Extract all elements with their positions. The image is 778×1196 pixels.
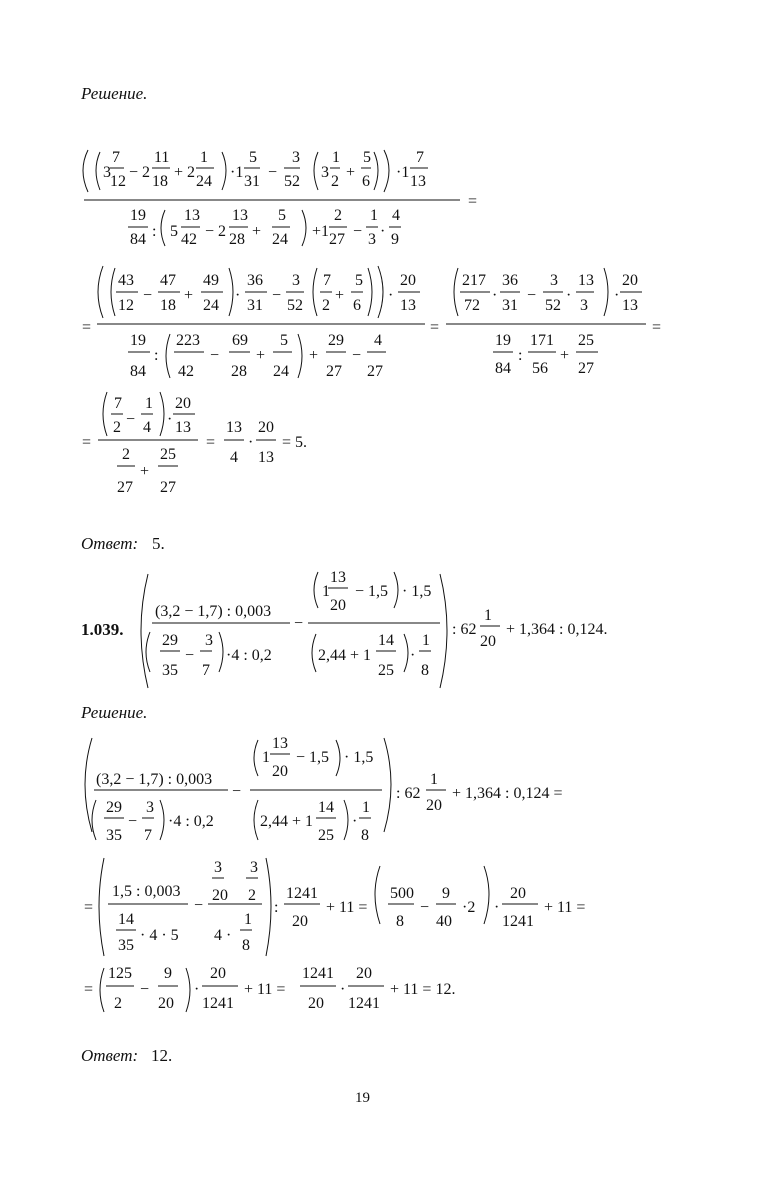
svg-text:3: 3 <box>292 272 300 289</box>
svg-text:2: 2 <box>122 446 130 463</box>
svg-text:20: 20 <box>175 395 191 412</box>
svg-text:1241: 1241 <box>286 885 318 902</box>
svg-text:125: 125 <box>108 965 132 982</box>
svg-text:7: 7 <box>144 827 152 844</box>
svg-text:−: − <box>128 813 138 830</box>
svg-text:35: 35 <box>118 937 134 954</box>
svg-text:· 4 · 5: · 4 · 5 <box>140 927 179 944</box>
svg-text:28: 28 <box>231 363 247 380</box>
svg-text:25: 25 <box>318 827 334 844</box>
svg-text:+: + <box>560 347 570 364</box>
svg-text:2: 2 <box>334 207 342 224</box>
svg-text:24: 24 <box>196 173 212 190</box>
svg-text:+: + <box>184 287 194 304</box>
svg-text:47: 47 <box>160 272 176 289</box>
svg-text:=: = <box>84 981 94 998</box>
svg-text:20: 20 <box>426 797 442 814</box>
svg-text:6: 6 <box>353 297 361 314</box>
svg-text:+ 2: + 2 <box>174 164 196 181</box>
svg-text:·: · <box>340 981 346 998</box>
svg-text:20: 20 <box>330 597 346 614</box>
svg-text:5: 5 <box>280 332 288 349</box>
svg-text:·1: ·1 <box>396 164 410 181</box>
svg-text:5: 5 <box>363 149 371 166</box>
svg-text:+ 1,364 : 0,124 =: + 1,364 : 0,124 = <box>452 785 563 802</box>
svg-text:36: 36 <box>247 272 263 289</box>
svg-text:3: 3 <box>205 632 213 649</box>
svg-text:1: 1 <box>430 771 438 788</box>
svg-text:2,44 + 1: 2,44 + 1 <box>318 647 372 664</box>
svg-text:19: 19 <box>130 332 146 349</box>
svg-text:8: 8 <box>242 937 250 954</box>
svg-text:13: 13 <box>330 569 346 586</box>
svg-text:2,44 + 1: 2,44 + 1 <box>260 813 314 830</box>
svg-text:+: + <box>140 463 150 480</box>
svg-text:31: 31 <box>247 297 263 314</box>
svg-text:13: 13 <box>184 207 200 224</box>
svg-text:2: 2 <box>114 995 122 1012</box>
svg-text:14: 14 <box>378 632 394 649</box>
svg-text:= 5.: = 5. <box>282 434 308 451</box>
svg-text:9: 9 <box>391 231 399 248</box>
svg-text:−: − <box>143 287 153 304</box>
svg-text:20: 20 <box>210 965 226 982</box>
svg-text:27: 27 <box>329 231 345 248</box>
svg-text:5: 5 <box>249 149 257 166</box>
svg-text:24: 24 <box>203 297 219 314</box>
svg-text:20: 20 <box>258 419 274 436</box>
svg-text:1: 1 <box>244 911 252 928</box>
svg-text:−: − <box>352 347 362 364</box>
svg-text:25: 25 <box>578 332 594 349</box>
svg-text:19: 19 <box>130 207 146 224</box>
answer-label-1: Ответ: <box>81 534 139 553</box>
svg-text:42: 42 <box>178 363 194 380</box>
svg-text:·4 : 0,2: ·4 : 0,2 <box>226 647 272 664</box>
svg-text:52: 52 <box>545 297 561 314</box>
svg-text:− 1,5: − 1,5 <box>355 583 389 600</box>
formula-block-1 <box>83 149 477 248</box>
svg-text:·2: ·2 <box>462 899 476 916</box>
svg-text:56: 56 <box>532 360 548 377</box>
svg-text:69: 69 <box>232 332 248 349</box>
svg-text:(3,2 − 1,7) : 0,003: (3,2 − 1,7) : 0,003 <box>96 771 213 788</box>
svg-text:43: 43 <box>118 272 134 289</box>
solution-label-2: Решение. <box>81 703 148 722</box>
svg-text:12: 12 <box>118 297 134 314</box>
svg-text:4: 4 <box>374 332 382 349</box>
svg-text:13: 13 <box>226 419 242 436</box>
svg-text:27: 27 <box>326 363 342 380</box>
svg-text:20: 20 <box>292 913 308 930</box>
svg-text:6: 6 <box>362 173 370 190</box>
svg-text:·: · <box>388 287 394 304</box>
svg-text::: : <box>152 223 157 240</box>
problem-1-039-formula <box>141 569 607 688</box>
svg-text:1241: 1241 <box>502 913 534 930</box>
svg-text:1: 1 <box>422 632 430 649</box>
svg-text:−: − <box>527 287 537 304</box>
svg-text:·4 : 0,2: ·4 : 0,2 <box>168 813 214 830</box>
svg-text:·: · <box>248 434 254 451</box>
svg-text:+: + <box>346 164 356 181</box>
svg-text:: 62: : 62 <box>452 621 477 638</box>
svg-text:36: 36 <box>502 272 518 289</box>
svg-text:3: 3 <box>550 272 558 289</box>
svg-text:5: 5 <box>355 272 363 289</box>
formula-block-1-line-3 <box>82 392 307 496</box>
svg-text:· 1,5: · 1,5 <box>402 583 432 600</box>
svg-text:1241: 1241 <box>202 995 234 1012</box>
solution-label-1: Решение. <box>81 84 148 103</box>
formula-block-2-line-2 <box>84 858 585 956</box>
svg-text:24: 24 <box>272 231 288 248</box>
svg-text:8: 8 <box>396 913 404 930</box>
svg-text:223: 223 <box>176 332 200 349</box>
svg-text:=: = <box>82 434 92 451</box>
svg-text:·: · <box>494 899 500 916</box>
svg-text:20: 20 <box>158 995 174 1012</box>
svg-text:31: 31 <box>502 297 518 314</box>
svg-text:=: = <box>652 319 662 336</box>
svg-text:171: 171 <box>530 332 554 349</box>
svg-text:−: − <box>272 287 282 304</box>
svg-text:+ 11 =: + 11 = <box>326 899 368 916</box>
svg-text:−: − <box>294 615 304 632</box>
svg-text:−: − <box>353 223 363 240</box>
svg-text:20: 20 <box>622 272 638 289</box>
answer-value-1: 5. <box>152 534 165 553</box>
svg-text:·1: ·1 <box>230 164 244 181</box>
svg-text:·: · <box>380 223 386 240</box>
svg-text:13: 13 <box>400 297 416 314</box>
svg-text:·: · <box>410 647 416 664</box>
svg-text:7: 7 <box>416 149 424 166</box>
svg-text:=: = <box>468 193 478 210</box>
svg-text:(3,2 − 1,7) : 0,003: (3,2 − 1,7) : 0,003 <box>155 603 272 620</box>
svg-text:14: 14 <box>118 911 134 928</box>
svg-text:3: 3 <box>368 231 376 248</box>
svg-text:2: 2 <box>331 173 339 190</box>
svg-text:3: 3 <box>146 799 154 816</box>
svg-text:− 2: − 2 <box>129 164 151 181</box>
svg-text:+1: +1 <box>312 223 330 240</box>
svg-text:+: + <box>335 287 345 304</box>
svg-text:13: 13 <box>410 173 426 190</box>
svg-text:52: 52 <box>284 173 300 190</box>
svg-text:·: · <box>566 287 572 304</box>
svg-text:+ 11 =: + 11 = <box>544 899 586 916</box>
svg-text:+ 1,364 : 0,124.: + 1,364 : 0,124. <box>506 621 608 638</box>
svg-text:29: 29 <box>106 799 122 816</box>
svg-text:4 ·: 4 · <box>214 927 232 944</box>
svg-text:1241: 1241 <box>348 995 380 1012</box>
svg-text:20: 20 <box>400 272 416 289</box>
svg-text:1: 1 <box>370 207 378 224</box>
svg-text:1: 1 <box>200 149 208 166</box>
svg-text:=: = <box>82 319 92 336</box>
svg-text:7: 7 <box>202 662 210 679</box>
svg-text:20: 20 <box>510 885 526 902</box>
svg-text:217: 217 <box>462 272 486 289</box>
svg-text:84: 84 <box>495 360 511 377</box>
svg-text:4: 4 <box>143 419 151 436</box>
svg-text:1,5 : 0,003: 1,5 : 0,003 <box>112 883 181 900</box>
svg-text:·: · <box>167 411 173 428</box>
svg-text:2: 2 <box>248 887 256 904</box>
svg-text::: : <box>274 899 279 916</box>
svg-text:11: 11 <box>154 149 170 166</box>
svg-text:27: 27 <box>160 479 176 496</box>
svg-text:−: − <box>140 981 150 998</box>
svg-text:25: 25 <box>378 662 394 679</box>
svg-text:35: 35 <box>106 827 122 844</box>
svg-text:−: − <box>126 411 136 428</box>
svg-text:1: 1 <box>332 149 340 166</box>
svg-text:3: 3 <box>214 859 222 876</box>
formula-block-1-line-2 <box>82 266 661 380</box>
svg-text:20: 20 <box>308 995 324 1012</box>
svg-text:−: − <box>194 897 204 914</box>
svg-text:·: · <box>352 813 358 830</box>
svg-text:1: 1 <box>322 583 330 600</box>
svg-text:−: − <box>268 164 278 181</box>
svg-text:84: 84 <box>130 231 146 248</box>
svg-text:1: 1 <box>262 749 270 766</box>
answer-label-2: Ответ: <box>81 1046 139 1065</box>
svg-text:− 2: − 2 <box>205 223 227 240</box>
svg-text:3: 3 <box>250 859 258 876</box>
svg-text:+ 11 = 12.: + 11 = 12. <box>390 981 456 998</box>
svg-text:1: 1 <box>484 607 492 624</box>
svg-text:18: 18 <box>160 297 176 314</box>
svg-text:=: = <box>430 319 440 336</box>
svg-text:−: − <box>232 783 242 800</box>
svg-text:13: 13 <box>622 297 638 314</box>
svg-text:14: 14 <box>318 799 334 816</box>
svg-text:25: 25 <box>160 446 176 463</box>
svg-text:9: 9 <box>164 965 172 982</box>
svg-text::: : <box>154 347 159 364</box>
svg-text:8: 8 <box>421 662 429 679</box>
svg-text:·: · <box>492 287 498 304</box>
svg-text:49: 49 <box>203 272 219 289</box>
svg-text:20: 20 <box>212 887 228 904</box>
svg-text:20: 20 <box>272 763 288 780</box>
svg-text:1241: 1241 <box>302 965 334 982</box>
svg-text:13: 13 <box>272 735 288 752</box>
svg-text:500: 500 <box>390 885 414 902</box>
svg-text:18: 18 <box>152 173 168 190</box>
svg-text:27: 27 <box>117 479 133 496</box>
svg-text:+: + <box>252 223 262 240</box>
formula-block-2-line-1 <box>85 735 563 844</box>
svg-text:40: 40 <box>436 913 452 930</box>
svg-text:8: 8 <box>361 827 369 844</box>
problem-number: 1.039. <box>81 620 124 639</box>
svg-text:42: 42 <box>181 231 197 248</box>
svg-text:·: · <box>194 981 200 998</box>
svg-text:4: 4 <box>230 449 238 466</box>
svg-text:24: 24 <box>273 363 289 380</box>
svg-text:20: 20 <box>356 965 372 982</box>
svg-text:52: 52 <box>287 297 303 314</box>
svg-text:20: 20 <box>480 633 496 650</box>
svg-text:2: 2 <box>322 297 330 314</box>
svg-text:9: 9 <box>442 885 450 902</box>
svg-text:12: 12 <box>110 173 126 190</box>
svg-text:=: = <box>84 899 94 916</box>
svg-text:7: 7 <box>114 395 122 412</box>
svg-text:2: 2 <box>113 419 121 436</box>
svg-text:5: 5 <box>170 223 178 240</box>
svg-text:−: − <box>210 347 220 364</box>
svg-text:13: 13 <box>578 272 594 289</box>
svg-text:29: 29 <box>162 632 178 649</box>
svg-text:27: 27 <box>367 363 383 380</box>
svg-text:13: 13 <box>258 449 274 466</box>
svg-text:13: 13 <box>232 207 248 224</box>
svg-text:· 1,5: · 1,5 <box>344 749 374 766</box>
svg-text:28: 28 <box>229 231 245 248</box>
svg-text:31: 31 <box>244 173 260 190</box>
svg-text:+: + <box>256 347 266 364</box>
svg-text:7: 7 <box>323 272 331 289</box>
svg-text:·: · <box>614 287 620 304</box>
svg-text:=: = <box>206 434 216 451</box>
svg-text:13: 13 <box>175 419 191 436</box>
answer-value-2: 12. <box>151 1046 173 1065</box>
formula-block-2-line-3 <box>84 965 455 1012</box>
svg-text:−: − <box>420 899 430 916</box>
svg-text:35: 35 <box>162 662 178 679</box>
svg-text:− 1,5: − 1,5 <box>296 749 330 766</box>
svg-text:5: 5 <box>278 207 286 224</box>
svg-text:72: 72 <box>464 297 480 314</box>
svg-text:3: 3 <box>321 164 329 181</box>
svg-text:1: 1 <box>145 395 153 412</box>
svg-text:+: + <box>309 347 319 364</box>
svg-text:7: 7 <box>112 149 120 166</box>
svg-text:·: · <box>235 287 241 304</box>
page-number: 19 <box>355 1090 370 1106</box>
svg-text:3: 3 <box>292 149 300 166</box>
svg-text:3: 3 <box>580 297 588 314</box>
svg-text:27: 27 <box>578 360 594 377</box>
svg-text:+ 11 =: + 11 = <box>244 981 286 998</box>
svg-text::: : <box>518 347 523 364</box>
svg-text:1: 1 <box>362 799 370 816</box>
svg-text:19: 19 <box>495 332 511 349</box>
svg-text:84: 84 <box>130 363 146 380</box>
svg-text:4: 4 <box>392 207 400 224</box>
svg-text:−: − <box>185 647 195 664</box>
svg-text:3: 3 <box>103 164 111 181</box>
svg-text:29: 29 <box>328 332 344 349</box>
svg-text:: 62: : 62 <box>396 785 421 802</box>
